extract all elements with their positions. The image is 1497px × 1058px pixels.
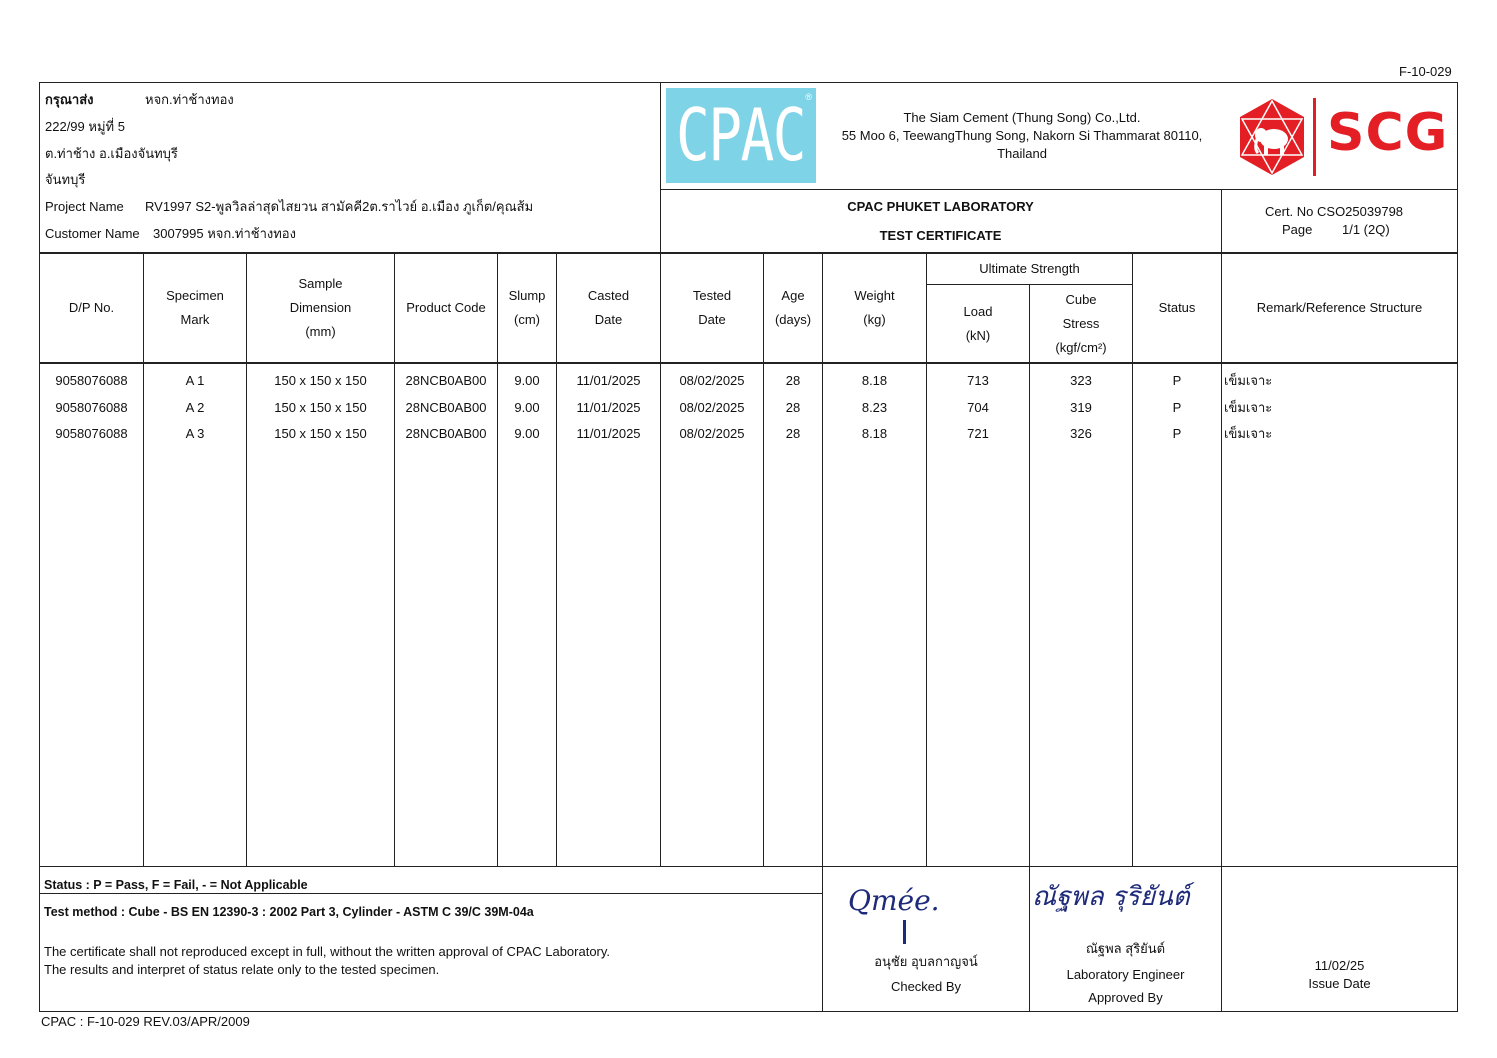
header-slump	[498, 253, 556, 362]
header-casted-date	[557, 253, 660, 362]
cell-stress: 323	[1070, 373, 1092, 388]
cpac-logo	[666, 88, 816, 183]
cell-dp-no: 9058076088	[55, 373, 128, 388]
header-slump-line2: (cm)	[514, 311, 540, 327]
header-cube-line2: Stress	[1062, 315, 1100, 331]
header-dp-no	[40, 253, 143, 362]
company-address-1: 55 Moo 6, TeewangThung Song, Nakorn Si Thammarat 80110,	[841, 128, 1203, 143]
cell-slump: 9.00	[514, 373, 540, 388]
cell-status: P	[1172, 399, 1182, 415]
header-status-label: Status	[1158, 299, 1196, 315]
cell-age: 28	[785, 399, 801, 415]
header-specimen-line2: Mark	[180, 311, 210, 327]
cell-dimension: 150 x 150 x 150	[274, 373, 367, 388]
test-method: Test method : Cube - BS EN 12390-3 : 2002 Part 3, Cylinder - ASTM C 39/C 39M-04a	[44, 905, 534, 919]
header-load-line1: Load	[963, 303, 993, 319]
disclaimer-line-2: The results and interpret of status relate only to the tested specimen.	[44, 962, 440, 977]
cell-tested: 08/02/2025	[679, 373, 745, 388]
checker-role: Checked By	[890, 979, 962, 994]
header-load	[927, 285, 1029, 362]
header-dp-no-label: D/P No.	[68, 299, 115, 315]
cell-load: 713	[967, 373, 989, 388]
cell-slump: 9.00	[514, 426, 540, 441]
header-ultimate-label: Ultimate Strength	[979, 260, 1080, 276]
header-dimension-line3: (mm)	[305, 323, 336, 339]
lab-row-top	[660, 189, 1458, 190]
cell-product-code: 28NCB0AB00	[405, 426, 487, 441]
approver-signature: ณัฐพล รุริยันต์	[1032, 882, 1190, 912]
cell-weight: 8.18	[861, 426, 888, 441]
scg-brand-text: SCG	[1327, 103, 1449, 163]
cell-mark: A 1	[185, 373, 205, 388]
frame-left	[39, 82, 40, 1012]
cell-age: 28	[785, 426, 801, 441]
header-product-code-label: Product Code	[406, 299, 486, 315]
cpac-logo-text: CPAC	[676, 93, 806, 177]
col-line	[822, 253, 823, 1011]
cell-product-code: 28NCB0AB00	[405, 373, 487, 388]
lab-name: CPAC PHUKET LABORATORY	[847, 199, 1034, 214]
cell-product-code: 28NCB0AB00	[405, 399, 487, 415]
header-product-code	[395, 253, 497, 362]
company-name: The Siam Cement (Thung Song) Co.,Ltd.	[903, 110, 1141, 125]
cell-weight: 8.23	[861, 399, 888, 415]
header-status	[1133, 253, 1221, 362]
scg-divider-bar	[1313, 98, 1316, 176]
header-remark	[1222, 253, 1457, 362]
company-address-2: Thailand	[997, 146, 1047, 161]
header-tested-date	[661, 253, 763, 362]
recipient-name: หจก.ท่าช้างทอง	[145, 92, 234, 107]
cell-load: 721	[967, 426, 989, 441]
address-line-1: 222/99 หมู่ที่ 5	[45, 119, 125, 134]
frame-right	[1457, 82, 1458, 1012]
issue-date-label: Issue Date	[1308, 976, 1371, 991]
cell-slump: 9.00	[514, 399, 540, 415]
frame-bottom	[39, 1011, 1458, 1012]
header-weight	[823, 253, 926, 362]
cell-dimension: 150 x 150 x 150	[274, 399, 367, 415]
approver-title: Laboratory Engineer	[1066, 967, 1185, 982]
cell-stress: 326	[1070, 426, 1092, 441]
header-age	[764, 253, 822, 362]
cell-mark: A 3	[185, 426, 205, 441]
page-label: Page	[1282, 222, 1313, 237]
checker-name: อนุชัย อุบลกาญจน์	[874, 954, 978, 969]
cell-dp-no: 9058076088	[55, 426, 128, 441]
disclaimer-line-1: The certificate shall not reproduced except in full, without the written approval of CPAC Laboratory.	[44, 944, 611, 959]
cell-status: P	[1172, 373, 1182, 388]
col-line	[1221, 253, 1222, 1011]
header-casted-line1: Casted	[587, 287, 630, 303]
recipient-label: กรุณาส่ง	[45, 92, 94, 107]
header-load-line2: (kN)	[965, 327, 991, 343]
cell-tested: 08/02/2025	[679, 426, 745, 441]
approver-name: ณัฐพล สุริยันต์	[1085, 941, 1166, 956]
header-cube-line3: (kgf/cm²)	[1055, 339, 1107, 355]
header-tested-line2: Date	[698, 311, 726, 327]
frame-top	[39, 82, 1458, 83]
approver-role: Approved By	[1088, 990, 1163, 1005]
customer-label: Customer Name	[45, 226, 140, 241]
cell-casted: 11/01/2025	[576, 373, 641, 388]
header-cube-line1: Cube	[1065, 291, 1097, 307]
cell-load: 704	[967, 399, 989, 415]
header-dimension	[247, 253, 394, 362]
header-cube-stress	[1030, 285, 1132, 362]
header-age-line2: (days)	[774, 311, 812, 327]
header-slump-line1: Slump	[508, 287, 546, 303]
cert-number: Cert. No CSO25039798	[1265, 204, 1404, 219]
cell-casted: 11/01/2025	[576, 399, 641, 415]
status-legend-line	[39, 893, 822, 894]
header-tested-line1: Tested	[692, 287, 732, 303]
cell-weight: 8.18	[861, 373, 888, 388]
header-weight-line2: (kg)	[863, 311, 886, 327]
cell-dimension: 150 x 150 x 150	[274, 426, 367, 441]
cell-age: 28	[785, 373, 801, 388]
header-specimen-mark	[144, 253, 246, 362]
header-dimension-line2: Dimension	[289, 299, 352, 315]
cell-casted: 11/01/2025	[576, 426, 641, 441]
cell-remark: เข็มเจาะ	[1224, 373, 1273, 388]
cell-mark: A 2	[185, 399, 205, 415]
cell-remark: เข็มเจาะ	[1224, 399, 1273, 415]
header-dimension-line1: Sample	[298, 275, 343, 291]
project-value: RV1997 S2-พูลวิลล่าสุดไสยวน สามัคคี2ต.ราไวย์ อ.เมือง ภูเก็ต/คุณส้ม	[145, 199, 534, 214]
cell-stress: 319	[1070, 399, 1092, 415]
scg-elephant-logo-icon	[1236, 97, 1308, 177]
customer-value: 3007995 หจก.ท่าช้างทอง	[153, 226, 296, 241]
cell-tested: 08/02/2025	[679, 399, 745, 415]
page-value: 1/1 (2Q)	[1342, 222, 1390, 237]
status-legend: Status : P = Pass, F = Fail, - = Not Applicable	[44, 878, 308, 892]
registered-mark-icon: ®	[805, 92, 812, 102]
col-line	[1029, 285, 1030, 1011]
issue-date: 11/02/25	[1314, 958, 1365, 973]
document-title: TEST CERTIFICATE	[879, 228, 1002, 243]
checker-signature-stroke	[903, 920, 906, 944]
cell-remark: เข็มเจาะ	[1224, 426, 1273, 441]
address-line-2: ต.ท่าช้าง อ.เมืองจันทบุรี	[45, 146, 178, 161]
header-weight-line1: Weight	[854, 287, 895, 303]
header-remark-label: Remark/Reference Structure	[1256, 299, 1423, 315]
cert-divider	[1221, 189, 1222, 253]
address-line-3: จันทบุรี	[45, 172, 86, 187]
header-casted-line2: Date	[594, 311, 623, 327]
revision-code: CPAC : F-10-029 REV.03/APR/2009	[41, 1014, 250, 1029]
form-code: F-10-029	[1399, 64, 1452, 79]
table-bottom-line	[39, 866, 1458, 867]
cell-dp-no: 9058076088	[55, 399, 128, 415]
header-age-line1: Age	[781, 287, 805, 303]
header-ultimate-strength	[927, 253, 1132, 284]
cell-status: P	[1172, 426, 1182, 441]
checker-signature: Qmée.	[848, 884, 940, 917]
project-label: Project Name	[45, 199, 124, 214]
header-specimen-line1: Specimen	[166, 287, 224, 303]
header-bottom-line	[39, 362, 1458, 364]
